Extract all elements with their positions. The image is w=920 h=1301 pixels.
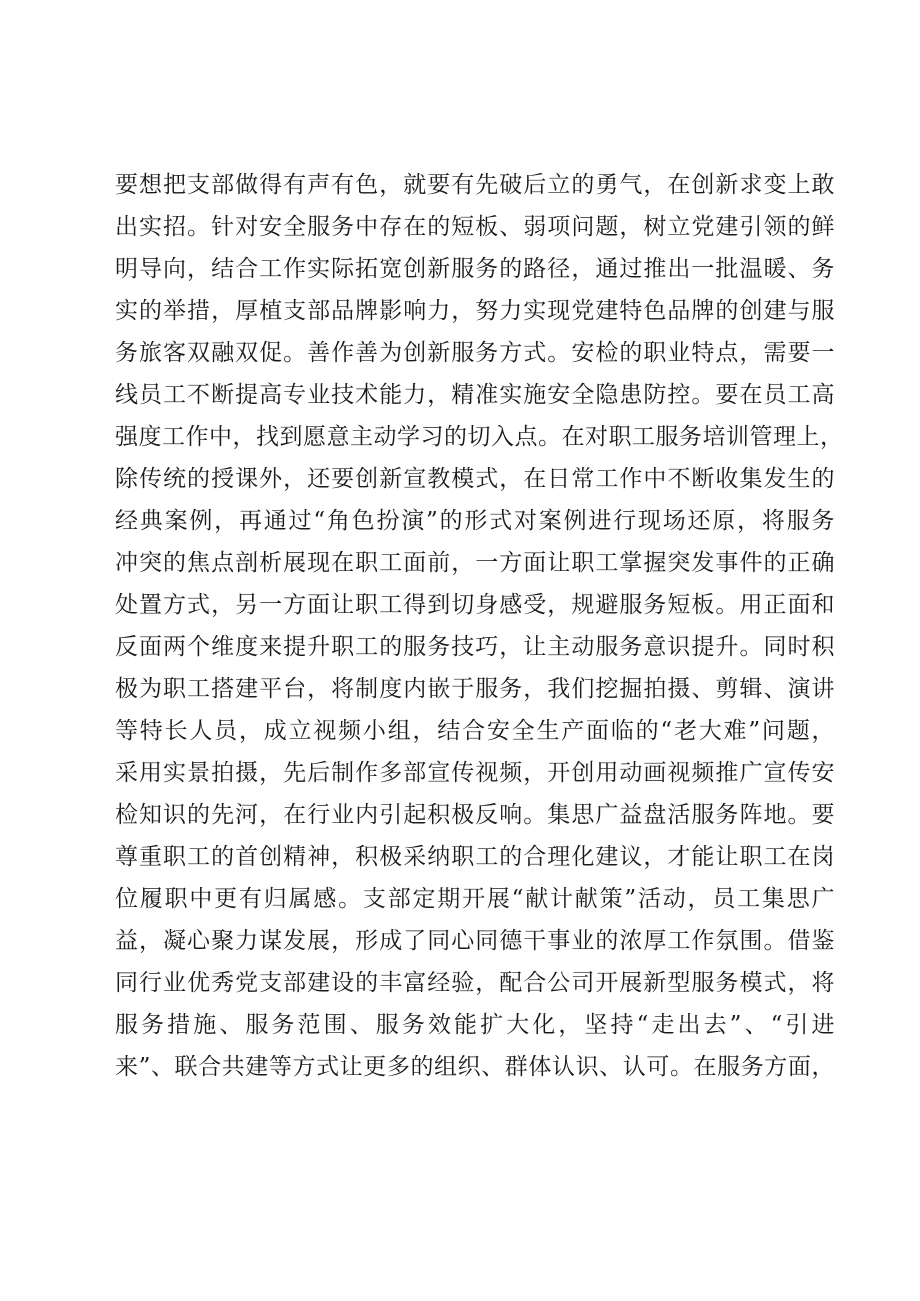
paragraph-line: 益，凝心聚力谋发展，形成了同心同德干事业的浓厚工作氛围。借鉴 <box>115 928 835 954</box>
paragraph-line: 经典案例，再通过“角色扮演”的形式对案例进行现场还原，将服务 <box>115 508 835 534</box>
paragraph-line: 服务措施、服务范围、服务效能扩大化，坚持“走出去”、“引进 <box>115 1012 835 1038</box>
paragraph-line: 除传统的授课外，还要创新宣教模式，在日常工作中不断收集发生的 <box>115 466 835 492</box>
paragraph-line: 位履职中更有归属感。支部定期开展“献计献策”活动，员工集思广 <box>115 886 835 912</box>
paragraph-line: 出实招。针对安全服务中存在的短板、弱项问题，树立党建引领的鲜 <box>115 214 835 240</box>
paragraph-line: 采用实景拍摄，先后制作多部宣传视频，开创用动画视频推广宣传安 <box>115 760 835 786</box>
paragraph-line: 要想把支部做得有声有色，就要有先破后立的勇气，在创新求变上敢 <box>115 172 835 198</box>
paragraph-line: 强度工作中，找到愿意主动学习的切入点。在对职工服务培训管理上， <box>115 424 844 450</box>
paragraph-line: 检知识的先河，在行业内引起积极反响。集思广益盘活服务阵地。要 <box>115 802 835 828</box>
paragraph-line: 明导向，结合工作实际拓宽创新服务的路径，通过推出一批温暖、务 <box>115 256 835 282</box>
paragraph-line: 处置方式，另一方面让职工得到切身感受，规避服务短板。用正面和 <box>115 592 835 618</box>
paragraph-line: 尊重职工的首创精神，积极采纳职工的合理化建议，才能让职工在岗 <box>115 844 835 870</box>
paragraph-line: 冲突的焦点剖析展现在职工面前，一方面让职工掌握突发事件的正确 <box>115 550 835 576</box>
paragraph-line: 极为职工搭建平台，将制度内嵌于服务，我们挖掘拍摄、剪辑、演讲 <box>115 676 835 702</box>
body-paragraph <box>115 164 844 1088</box>
paragraph-line: 实的举措，厚植支部品牌影响力，努力实现党建特色品牌的创建与服 <box>115 298 835 324</box>
paragraph-line: 同行业优秀党支部建设的丰富经验，配合公司开展新型服务模式，将 <box>115 970 835 996</box>
paragraph-line: 反面两个维度来提升职工的服务技巧，让主动服务意识提升。同时积 <box>115 634 835 660</box>
paragraph-line: 来”、联合共建等方式让更多的组织、群体认识、认可。在服务方面， <box>115 1054 835 1080</box>
paragraph-line: 等特长人员，成立视频小组，结合安全生产面临的“老大难”问题， <box>115 718 835 744</box>
paragraph-line: 线员工不断提高专业技术能力，精准实施安全隐患防控。要在员工高 <box>115 382 835 408</box>
paragraph-line: 务旅客双融双促。善作善为创新服务方式。安检的职业特点，需要一 <box>115 340 835 366</box>
